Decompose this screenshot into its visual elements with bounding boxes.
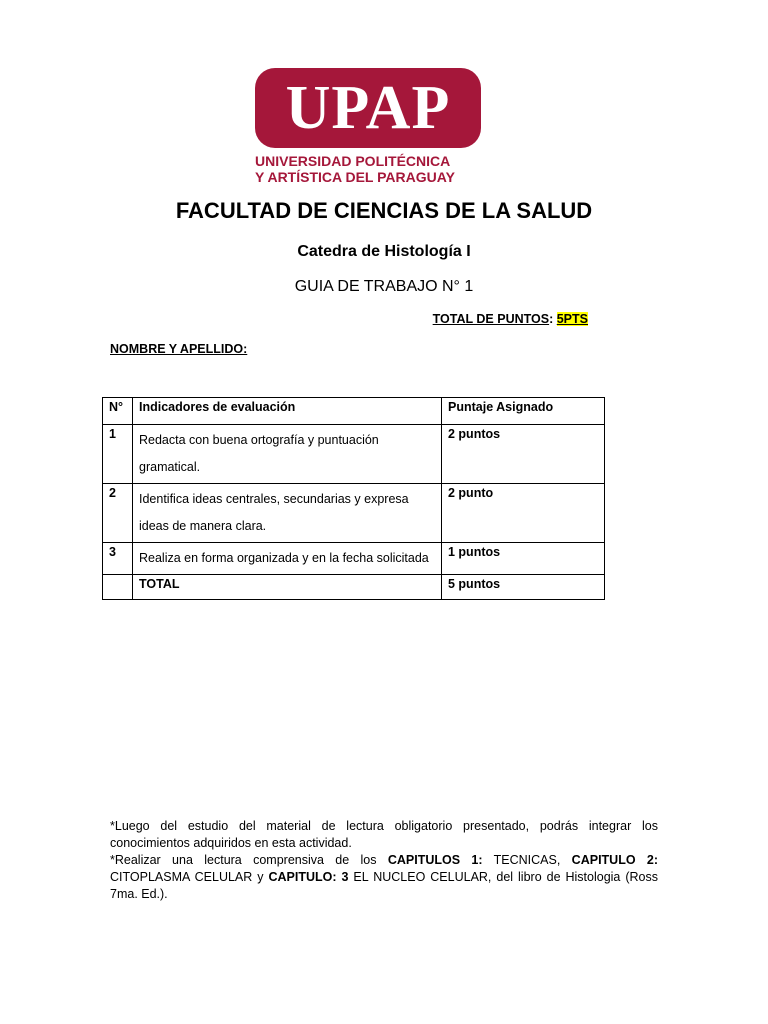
note-2-part: *Realizar una lectura comprensiva de los <box>110 853 388 867</box>
table-row <box>103 425 605 484</box>
note-2 <box>110 852 658 903</box>
table-row <box>103 484 605 543</box>
note-2-part: EL NUCLEO CELULAR, del libro de Histologia (Ross 7ma. Ed.). <box>110 870 658 901</box>
total-label: TOTAL <box>133 575 442 600</box>
note-2-chapter-3: CAPITULO: 3 <box>268 870 349 884</box>
row-points: 2 puntos <box>442 425 605 484</box>
logo-university-name-line1: UNIVERSIDAD POLITÉCNICA <box>255 153 451 169</box>
total-points-value: 5PTS <box>556 312 588 326</box>
row-number: 2 <box>103 484 133 543</box>
row-indicator: Realiza en forma organizada y en la fecha solicitada <box>133 543 442 575</box>
row-indicator: Identifica ideas centrales, secundarias y expresa ideas de manera clara. <box>133 484 442 543</box>
logo-text: UPAP <box>285 74 451 142</box>
note-2-chapter-1: CAPITULOS 1: <box>387 853 483 867</box>
total-number <box>103 575 133 600</box>
note-2-part: CITOPLASMA CELULAR y <box>110 870 269 884</box>
total-points <box>433 312 588 326</box>
upap-logo <box>255 68 481 148</box>
total-points-cell: 5 puntos <box>442 575 605 600</box>
faculty-title: FACULTAD DE CIENCIAS DE LA SALUD <box>175 198 593 223</box>
row-points: 1 puntos <box>442 543 605 575</box>
note-2-chapter-2: CAPITULO 2: <box>571 853 659 867</box>
row-number: 3 <box>103 543 133 575</box>
total-points-separator: : <box>549 312 557 326</box>
header-indicators: Indicadores de evaluación <box>133 398 442 425</box>
table-header-row <box>103 398 605 425</box>
total-points-label: TOTAL DE PUNTOS <box>432 312 550 326</box>
catedra-title: Catedra de Histología I <box>297 243 471 260</box>
table-row <box>103 543 605 575</box>
logo-university-name-line2: Y ARTÍSTICA DEL PARAGUAY <box>255 169 455 185</box>
evaluation-table <box>102 397 605 600</box>
note-2-part: TECNICAS, <box>482 853 572 867</box>
row-number: 1 <box>103 425 133 484</box>
table-total-row <box>103 575 605 600</box>
guia-title: GUIA DE TRABAJO N° 1 <box>294 278 474 295</box>
note-1: *Luego del estudio del material de lectura obligatorio presentado, podrás integrar los conocimientos adquiridos en esta actividad. <box>110 819 658 850</box>
row-points: 2 punto <box>442 484 605 543</box>
header-points: Puntaje Asignado <box>442 398 605 425</box>
nombre-label: NOMBRE Y APELLIDO: <box>110 342 248 356</box>
row-indicator: Redacta con buena ortografía y puntuación gramatical. <box>133 425 442 484</box>
instructions-notes <box>110 818 658 903</box>
header-n: N° <box>103 398 133 425</box>
